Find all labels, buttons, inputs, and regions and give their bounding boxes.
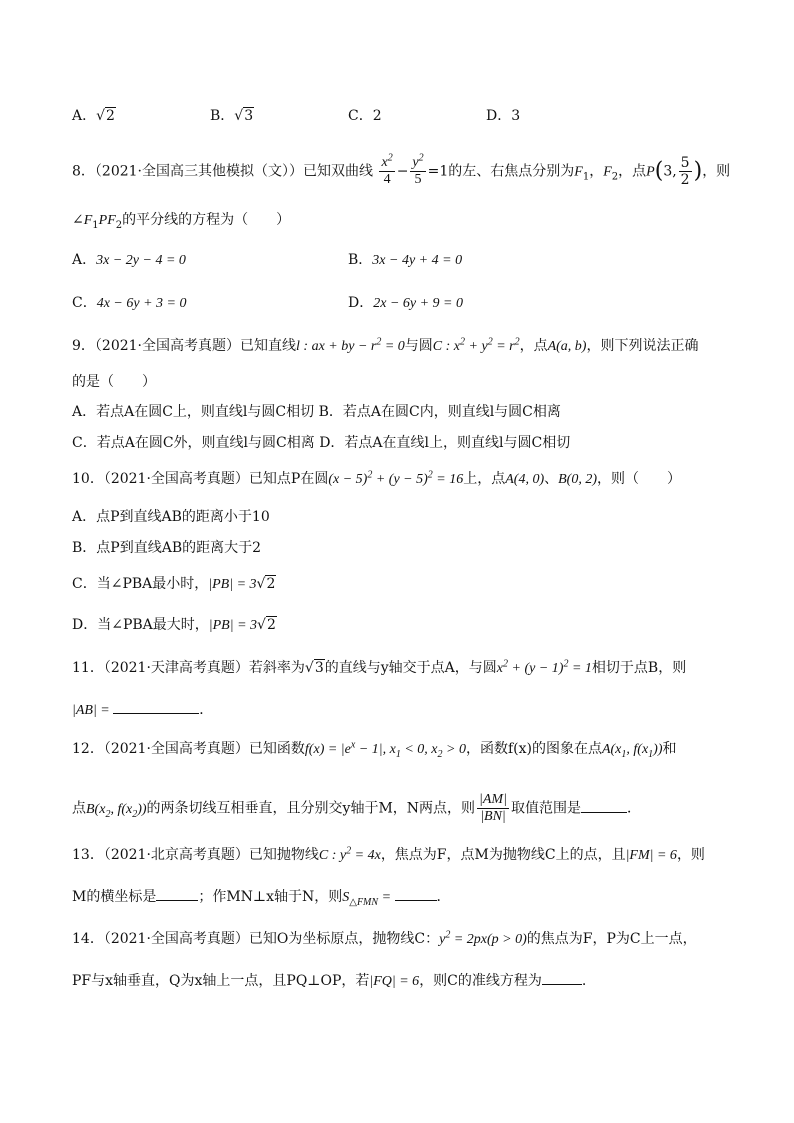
q9-option-c[interactable]: C．若点A在圆C外，则直线l与圆C相离 xyxy=(72,435,315,451)
q12-source: （2021·全国高考真题） xyxy=(103,741,249,757)
q9-option-b[interactable]: B．若点A在圆C内，则直线l与圆C相离 xyxy=(318,404,561,420)
q9-option-a[interactable]: A．若点A在圆C上，则直线l与圆C相切 xyxy=(72,404,315,420)
q13-answer-blank-2[interactable] xyxy=(395,886,437,901)
q10-option-d[interactable]: D．当∠PBA最大时，|PB| = 3√2 xyxy=(72,617,276,633)
q9-source: （2021·全国高考真题） xyxy=(94,338,241,354)
q8-stem-line1: 8．（2021·全国高三其他模拟（文））已知双曲线 $\frac{x^2}{4}$ − $\frac{y^2}{5}$ =1的左、右焦点分别为$F_1$，$F_2$，点P(3, $\frac{5}{2}$ )，则 xyxy=(72,152,731,188)
q7-option-d[interactable]: D．3 xyxy=(486,108,521,124)
q11-stem-line1: 11．（2021·天津高考真题）若斜率为√3的直线与y轴交于点A，与圆$x^2 + (y - 1)^2 = 1$相切于点B，则 xyxy=(72,658,687,676)
q9-options-row2 xyxy=(72,433,570,453)
q11-answer-blank[interactable] xyxy=(113,699,199,714)
q9-option-d[interactable]: D．若点A在直线l上，则直线l与圆C相切 xyxy=(319,435,571,451)
q14-stem-line1: 14．（2021·全国高考真题）已知O为坐标原点，抛物线C：$y^2 = 2px(p > 0)$的焦点为F，P为C上一点， xyxy=(72,929,697,947)
q10-stem: 10．（2021·全国高考真题）已知点P在圆$(x - 5)^2 + (y - 5)^2 = 16$上，点A(4, 0)、B(0, 2)，则（ ） xyxy=(72,469,682,487)
q8-source: （2021·全国高三其他模拟（文）） xyxy=(94,163,304,180)
q13-stem-line2: M的横坐标是 ；作MN⊥x轴于N，则$S_{\triangle FMN}$ = ． xyxy=(72,886,451,908)
q13-answer-blank-1[interactable] xyxy=(156,886,198,901)
q9-stem-line2: 的是（ ） xyxy=(72,374,156,390)
q9-options-row1 xyxy=(72,402,561,422)
q8-option-c[interactable]: C．4x − 6y + 3 = 0 xyxy=(72,295,187,311)
q10-option-b[interactable]: B．点P到直线AB的距离大于2 xyxy=(72,540,262,556)
q10-option-c[interactable]: C．当∠PBA最小时，|PB| = 3√2 xyxy=(72,576,276,592)
q7-option-a[interactable]: A．√2 xyxy=(72,108,115,124)
q9-stem-line1: 9．（2021·全国高考真题）已知直线l : ax + by − $r^2 = 0$与圆C : $x^2 + y^2 = r^2$，点A(a, b)，则下列说法正确 xyxy=(72,336,699,354)
q8-option-a[interactable]: A．3x − 2y − 4 = 0 xyxy=(72,252,186,268)
q13-stem-line1: 13．（2021·北京高考真题）已知抛物线C : $y^2 = 4x$，焦点为F，点M为抛物线C上的点，且|FM| = 6，则 xyxy=(72,845,705,863)
q10-source: （2021·全国高考真题） xyxy=(103,471,249,487)
q12-answer-blank[interactable] xyxy=(581,798,627,813)
q8-option-b[interactable]: B．3x − 4y + 4 = 0 xyxy=(348,252,463,268)
q14-source: （2021·全国高考真题） xyxy=(103,931,249,947)
q8-stem-line2: $\angle F_1PF_2$的平分线的方程为（ ） xyxy=(72,212,291,231)
q13-source: （2021·北京高考真题） xyxy=(103,847,249,863)
q14-answer-blank[interactable] xyxy=(542,970,582,985)
q11-source: （2021·天津高考真题） xyxy=(103,660,249,676)
q12-stem-line1: 12．（2021·全国高考真题）已知函数$f(x) = |e^x - 1|$, $x_1 < 0$, $x_2 > 0$，函数f(x)的图象在点$A(x_1$, $f(x_1)$)和 xyxy=(72,739,677,760)
q14-stem-line2: PF与x轴垂直，Q为x轴上一点，且PQ⊥OP，若|FQ| = 6，则C的准线方程为 . xyxy=(72,970,586,992)
q7-option-b[interactable]: B．√3 xyxy=(210,108,254,124)
q10-option-a[interactable]: A．点P到直线AB的距离小于10 xyxy=(72,509,270,525)
q8-option-d[interactable]: D．2x − 6y + 9 = 0 xyxy=(348,295,464,311)
q7-option-c[interactable]: C．2 xyxy=(348,108,382,124)
q12-stem-line2: 点$B(x_2$, $f(x_2)$)的两条切线互相垂直，且分别交y轴于M，N两点，则 $\frac{|AM|}{|BN|}$ 取值范围是 ． xyxy=(72,792,641,824)
q11-stem-line2: |AB| = ． xyxy=(72,699,213,721)
